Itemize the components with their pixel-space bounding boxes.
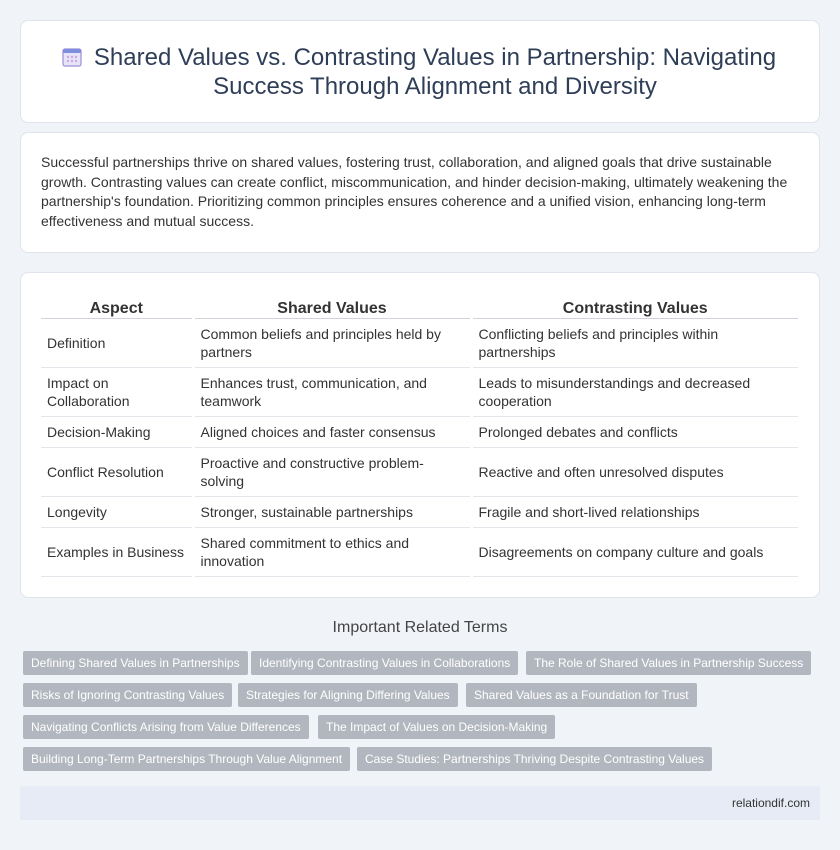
related-term-link[interactable]: Building Long-Term Partnerships Through Value Alignment <box>23 747 350 771</box>
table-cell: Examples in Business <box>41 527 193 576</box>
related-term-link[interactable]: Defining Shared Values in Partnerships <box>23 651 248 675</box>
title-card <box>20 20 820 123</box>
table-cell: Common beliefs and principles held by partners <box>193 318 471 367</box>
related-term-link[interactable]: Navigating Conflicts Arising from Value Differences <box>23 715 309 739</box>
footer-site-name[interactable]: relationdif.com <box>731 796 810 810</box>
table-cell: Reactive and often unresolved disputes <box>471 447 798 496</box>
intro-paragraph: Successful partnerships thrive on shared values, fostering trust, collaboration, and aligned goals that drive sustainable growth. Contrasting values can create conflict, miscommunication, and hinder decision-making, ultimately weakening the partnership's foundation. Prioritizing common principles ensures coherence and a unified vision, enhancing long-term effectiveness and mutual success. <box>41 154 788 229</box>
table-cell: Shared commitment to ethics and innovation <box>193 527 471 576</box>
column-header-aspect: Aspect <box>41 297 193 318</box>
related-term-link[interactable]: Shared Values as a Foundation for Trust <box>466 683 697 707</box>
table-row <box>41 367 798 416</box>
table-header-row <box>41 297 798 318</box>
related-term-link[interactable]: Case Studies: Partnerships Thriving Despite Contrasting Values <box>357 747 712 771</box>
table-row <box>41 447 798 496</box>
comparison-card <box>20 272 820 598</box>
related-term-link[interactable]: Identifying Contrasting Values in Collaborations <box>251 651 518 675</box>
table-cell: Prolonged debates and conflicts <box>471 416 798 447</box>
footer <box>20 786 820 820</box>
table-cell: Fragile and short-lived relationships <box>471 496 798 527</box>
related-term-link[interactable]: Risks of Ignoring Contrasting Values <box>23 683 232 707</box>
column-header-contrasting-values: Contrasting Values <box>471 297 798 318</box>
related-terms-heading: Important Related Terms <box>332 619 508 636</box>
table-row <box>41 416 798 447</box>
table-cell: Stronger, sustainable partnerships <box>193 496 471 527</box>
table-cell: Impact on Collaboration <box>41 367 193 416</box>
related-term-link[interactable]: Strategies for Aligning Differing Values <box>238 683 458 707</box>
table-cell: Conflict Resolution <box>41 447 193 496</box>
table-cell: Leads to misunderstandings and decreased cooperation <box>471 367 798 416</box>
intro-card <box>20 132 820 253</box>
table-cell: Aligned choices and faster consensus <box>193 416 471 447</box>
table-cell: Definition <box>41 318 193 367</box>
comparison-table <box>41 297 798 577</box>
table-row <box>41 527 798 576</box>
table-cell: Decision-Making <box>41 416 193 447</box>
table-cell: Disagreements on company culture and goals <box>471 527 798 576</box>
page-title: Shared Values vs. Contrasting Values in Partnership: Navigating Success Through Alignment and Diversity <box>93 44 777 100</box>
table-cell: Enhances trust, communication, and teamwork <box>193 367 471 416</box>
column-header-shared-values: Shared Values <box>193 297 471 318</box>
table-cell: Longevity <box>41 496 193 527</box>
table-cell: Proactive and constructive problem-solving <box>193 447 471 496</box>
related-term-link[interactable]: The Impact of Values on Decision-Making <box>318 715 555 739</box>
table-row <box>41 496 798 527</box>
table-row <box>41 318 798 367</box>
related-term-link[interactable]: The Role of Shared Values in Partnership Success <box>526 651 811 675</box>
table-cell: Conflicting beliefs and principles within partnerships <box>471 318 798 367</box>
